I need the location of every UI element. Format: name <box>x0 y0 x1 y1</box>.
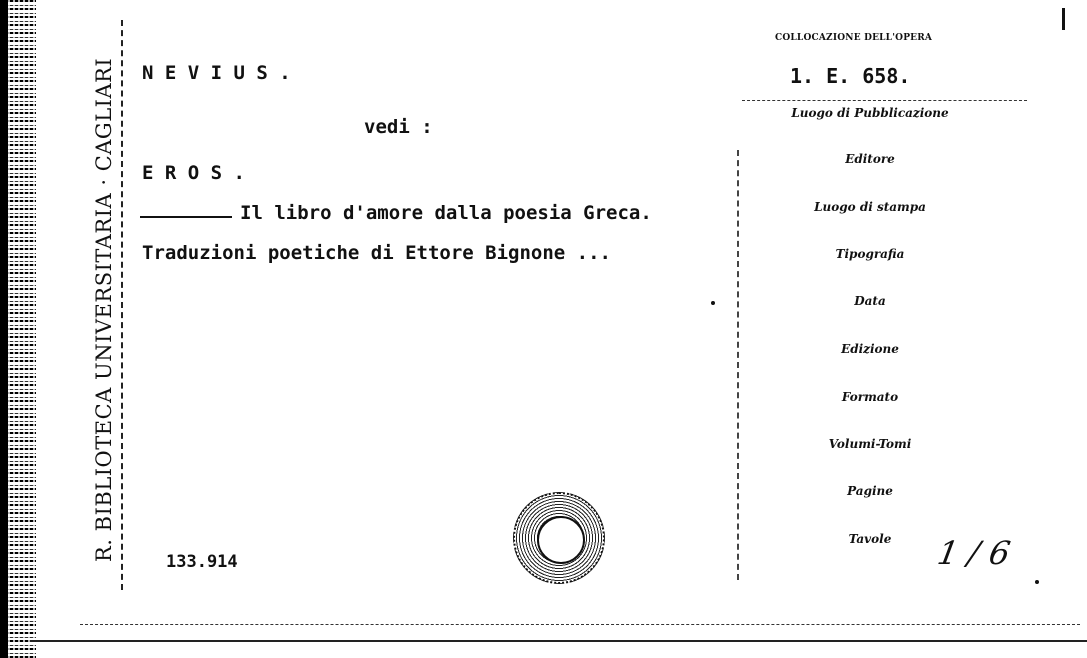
field-volumi-tomi: Volumi-Tomi <box>828 437 912 451</box>
speck <box>1035 580 1039 584</box>
title-dash <box>140 216 232 218</box>
field-tipografia: Tipografia <box>835 247 905 261</box>
field-tavole: Tavole <box>848 532 892 546</box>
library-label: R. BIBLIOTECA UNIVERSITARIA · CAGLIARI <box>92 57 116 563</box>
field-pagine: Pagine <box>847 484 893 498</box>
panel-divider <box>737 150 739 580</box>
shelf-number: 133.914 <box>166 552 238 572</box>
library-stamp <box>513 492 605 584</box>
field-editore: Editore <box>845 152 895 166</box>
entry-vedi: vedi : <box>364 116 433 138</box>
field-data: Data <box>854 294 886 308</box>
field-edizione: Edizione <box>841 342 899 356</box>
bottom-dashed-rule <box>80 624 1080 625</box>
bottom-rule <box>30 640 1087 642</box>
scan-edge-dark <box>0 0 8 658</box>
handwritten-note: 1 / 6 <box>934 534 1014 572</box>
field-luogo-stampa: Luogo di stampa <box>814 200 926 214</box>
edge-mark <box>1062 8 1065 30</box>
margin-line <box>121 20 124 590</box>
entry-title-line2: Traduzioni poetiche di Ettore Bignone ... <box>142 242 611 264</box>
entry-title-line1: Il libro d'amore dalla poesia Greca. <box>240 202 652 224</box>
entry-reference: E R O S . <box>142 162 245 184</box>
field-luogo-pubblicazione: Luogo di Pubblicazione <box>791 106 949 120</box>
right-panel-heading: COLLOCAZIONE DELL'OPERA <box>775 33 933 43</box>
speck <box>711 301 715 305</box>
entry-heading: N E V I U S . <box>142 62 291 84</box>
field-formato: Formato <box>841 390 899 404</box>
call-number: 1. E. 658. <box>790 64 911 88</box>
call-rule <box>742 100 1027 101</box>
